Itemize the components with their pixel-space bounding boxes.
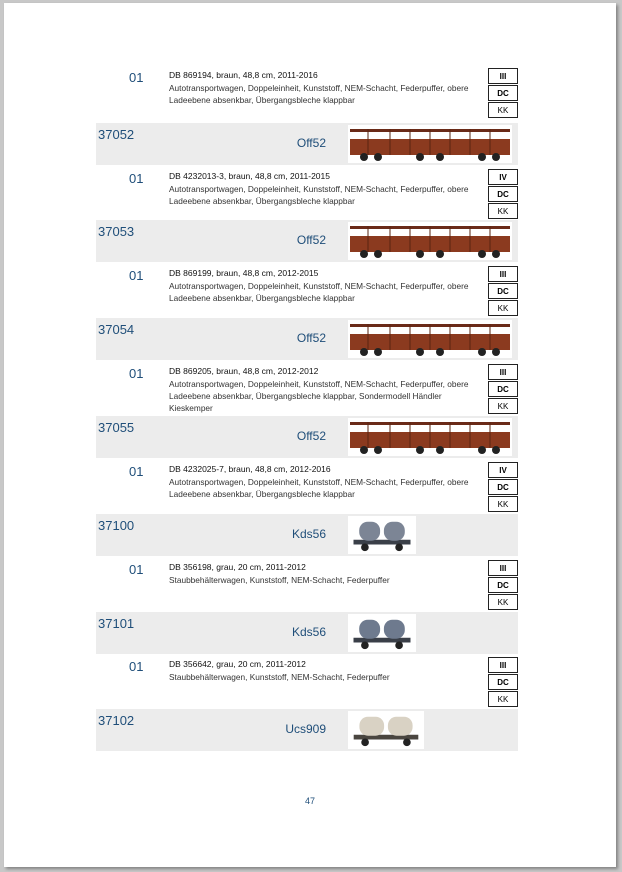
current-code: DC [488,85,518,101]
product-header [96,514,518,556]
variant-codes [488,68,518,119]
variant-codes [488,657,518,708]
current-code: DC [488,186,518,202]
product-header [96,123,518,165]
variant-number: 01 [129,70,144,85]
current-code: DC [488,674,518,690]
autotransport-wagon-image [348,418,512,456]
product-header [96,220,518,262]
variant-title: DB 4232025-7, braun, 48,8 cm, 2012-2016 [169,464,331,474]
product-type: Off52 [296,429,326,443]
variant-codes [488,169,518,220]
epoch-code: III [488,68,518,84]
variant-number: 01 [129,268,144,283]
coupler-code: KK [488,102,518,118]
product-number: 37053 [98,224,135,239]
variant-number: 01 [129,171,144,186]
product-number: 37101 [98,616,135,631]
variant-number: 01 [129,562,144,577]
variant-title: DB 356642, grau, 20 cm, 2011-2012 [169,659,306,669]
variant-codes [488,462,518,513]
product-header [96,318,518,360]
variant-title: DB 4232013-3, braun, 48,8 cm, 2011-2015 [169,171,330,181]
epoch-code: III [488,657,518,673]
epoch-code: IV [488,462,518,478]
coupler-code: KK [488,594,518,610]
product-type: Off52 [296,136,326,150]
product-header [96,709,518,751]
product-number: 37102 [98,713,135,728]
product-type: Ucs909 [285,722,326,736]
autotransport-wagon-image [348,222,512,260]
product-header [96,416,518,458]
product-type: Kds56 [291,527,326,541]
autotransport-wagon-image [348,125,512,163]
product-type: Off52 [296,233,326,247]
epoch-code: III [488,364,518,380]
autotransport-wagon-image [348,320,512,358]
product-number: 37100 [98,518,135,533]
variant-title: DB 356198, grau, 20 cm, 2011-2012 [169,562,306,572]
epoch-code: III [488,266,518,282]
variant-number: 01 [129,464,144,479]
variant-desc: Autotransportwagen, Doppeleinheit, Kunststoff, NEM-Schacht, Federpuffer, obere Ladeebene absenkbar, Übergangsbleche klappbar [169,477,469,499]
variant-title: DB 869194, braun, 48,8 cm, 2011-2016 [169,70,318,80]
product-type: Kds56 [291,625,326,639]
current-code: DC [488,381,518,397]
product-header [96,612,518,654]
variant-desc: Autotransportwagen, Doppeleinheit, Kunststoff, NEM-Schacht, Federpuffer, obere Ladeebene absenkbar, Übergangsbleche klappbar, Sondermodell Händler Kieskemper [169,379,469,413]
variant-desc: Autotransportwagen, Doppeleinheit, Kunststoff, NEM-Schacht, Federpuffer, obere Ladeebene absenkbar, Übergangsbleche klappbar [169,184,469,206]
variant-codes [488,364,518,415]
variant-number: 01 [129,659,144,674]
variant-desc: Autotransportwagen, Doppeleinheit, Kunststoff, NEM-Schacht, Federpuffer, obere Ladeebene absenkbar, Übergangsbleche klappbar [169,83,469,105]
variant-desc: Staubbehälterwagen, Kunststoff, NEM-Schacht, Federpuffer [169,672,390,682]
variant-desc: Autotransportwagen, Doppeleinheit, Kunststoff, NEM-Schacht, Federpuffer, obere Ladeebene absenkbar, Übergangsbleche klappbar [169,281,469,303]
catalog-page [4,3,616,867]
epoch-code: III [488,560,518,576]
silo-wagon-image [348,614,416,652]
product-number: 37055 [98,420,135,435]
page-number: 47 [304,796,315,806]
product-number: 37052 [98,127,135,142]
variant-number: 01 [129,366,144,381]
variant-title: DB 869205, braun, 48,8 cm, 2012-2012 [169,366,319,376]
variant-codes [488,266,518,317]
coupler-code: KK [488,691,518,707]
epoch-code: IV [488,169,518,185]
silo-wagon-image [348,711,424,749]
variant-desc: Staubbehälterwagen, Kunststoff, NEM-Schacht, Federpuffer [169,575,390,585]
current-code: DC [488,479,518,495]
current-code: DC [488,577,518,593]
variant-title: DB 869199, braun, 48,8 cm, 2012-2015 [169,268,319,278]
variant-codes [488,560,518,611]
coupler-code: KK [488,300,518,316]
silo-wagon-image [348,516,416,554]
current-code: DC [488,283,518,299]
product-number: 37054 [98,322,135,337]
coupler-code: KK [488,496,518,512]
product-type: Off52 [296,331,326,345]
coupler-code: KK [488,398,518,414]
coupler-code: KK [488,203,518,219]
